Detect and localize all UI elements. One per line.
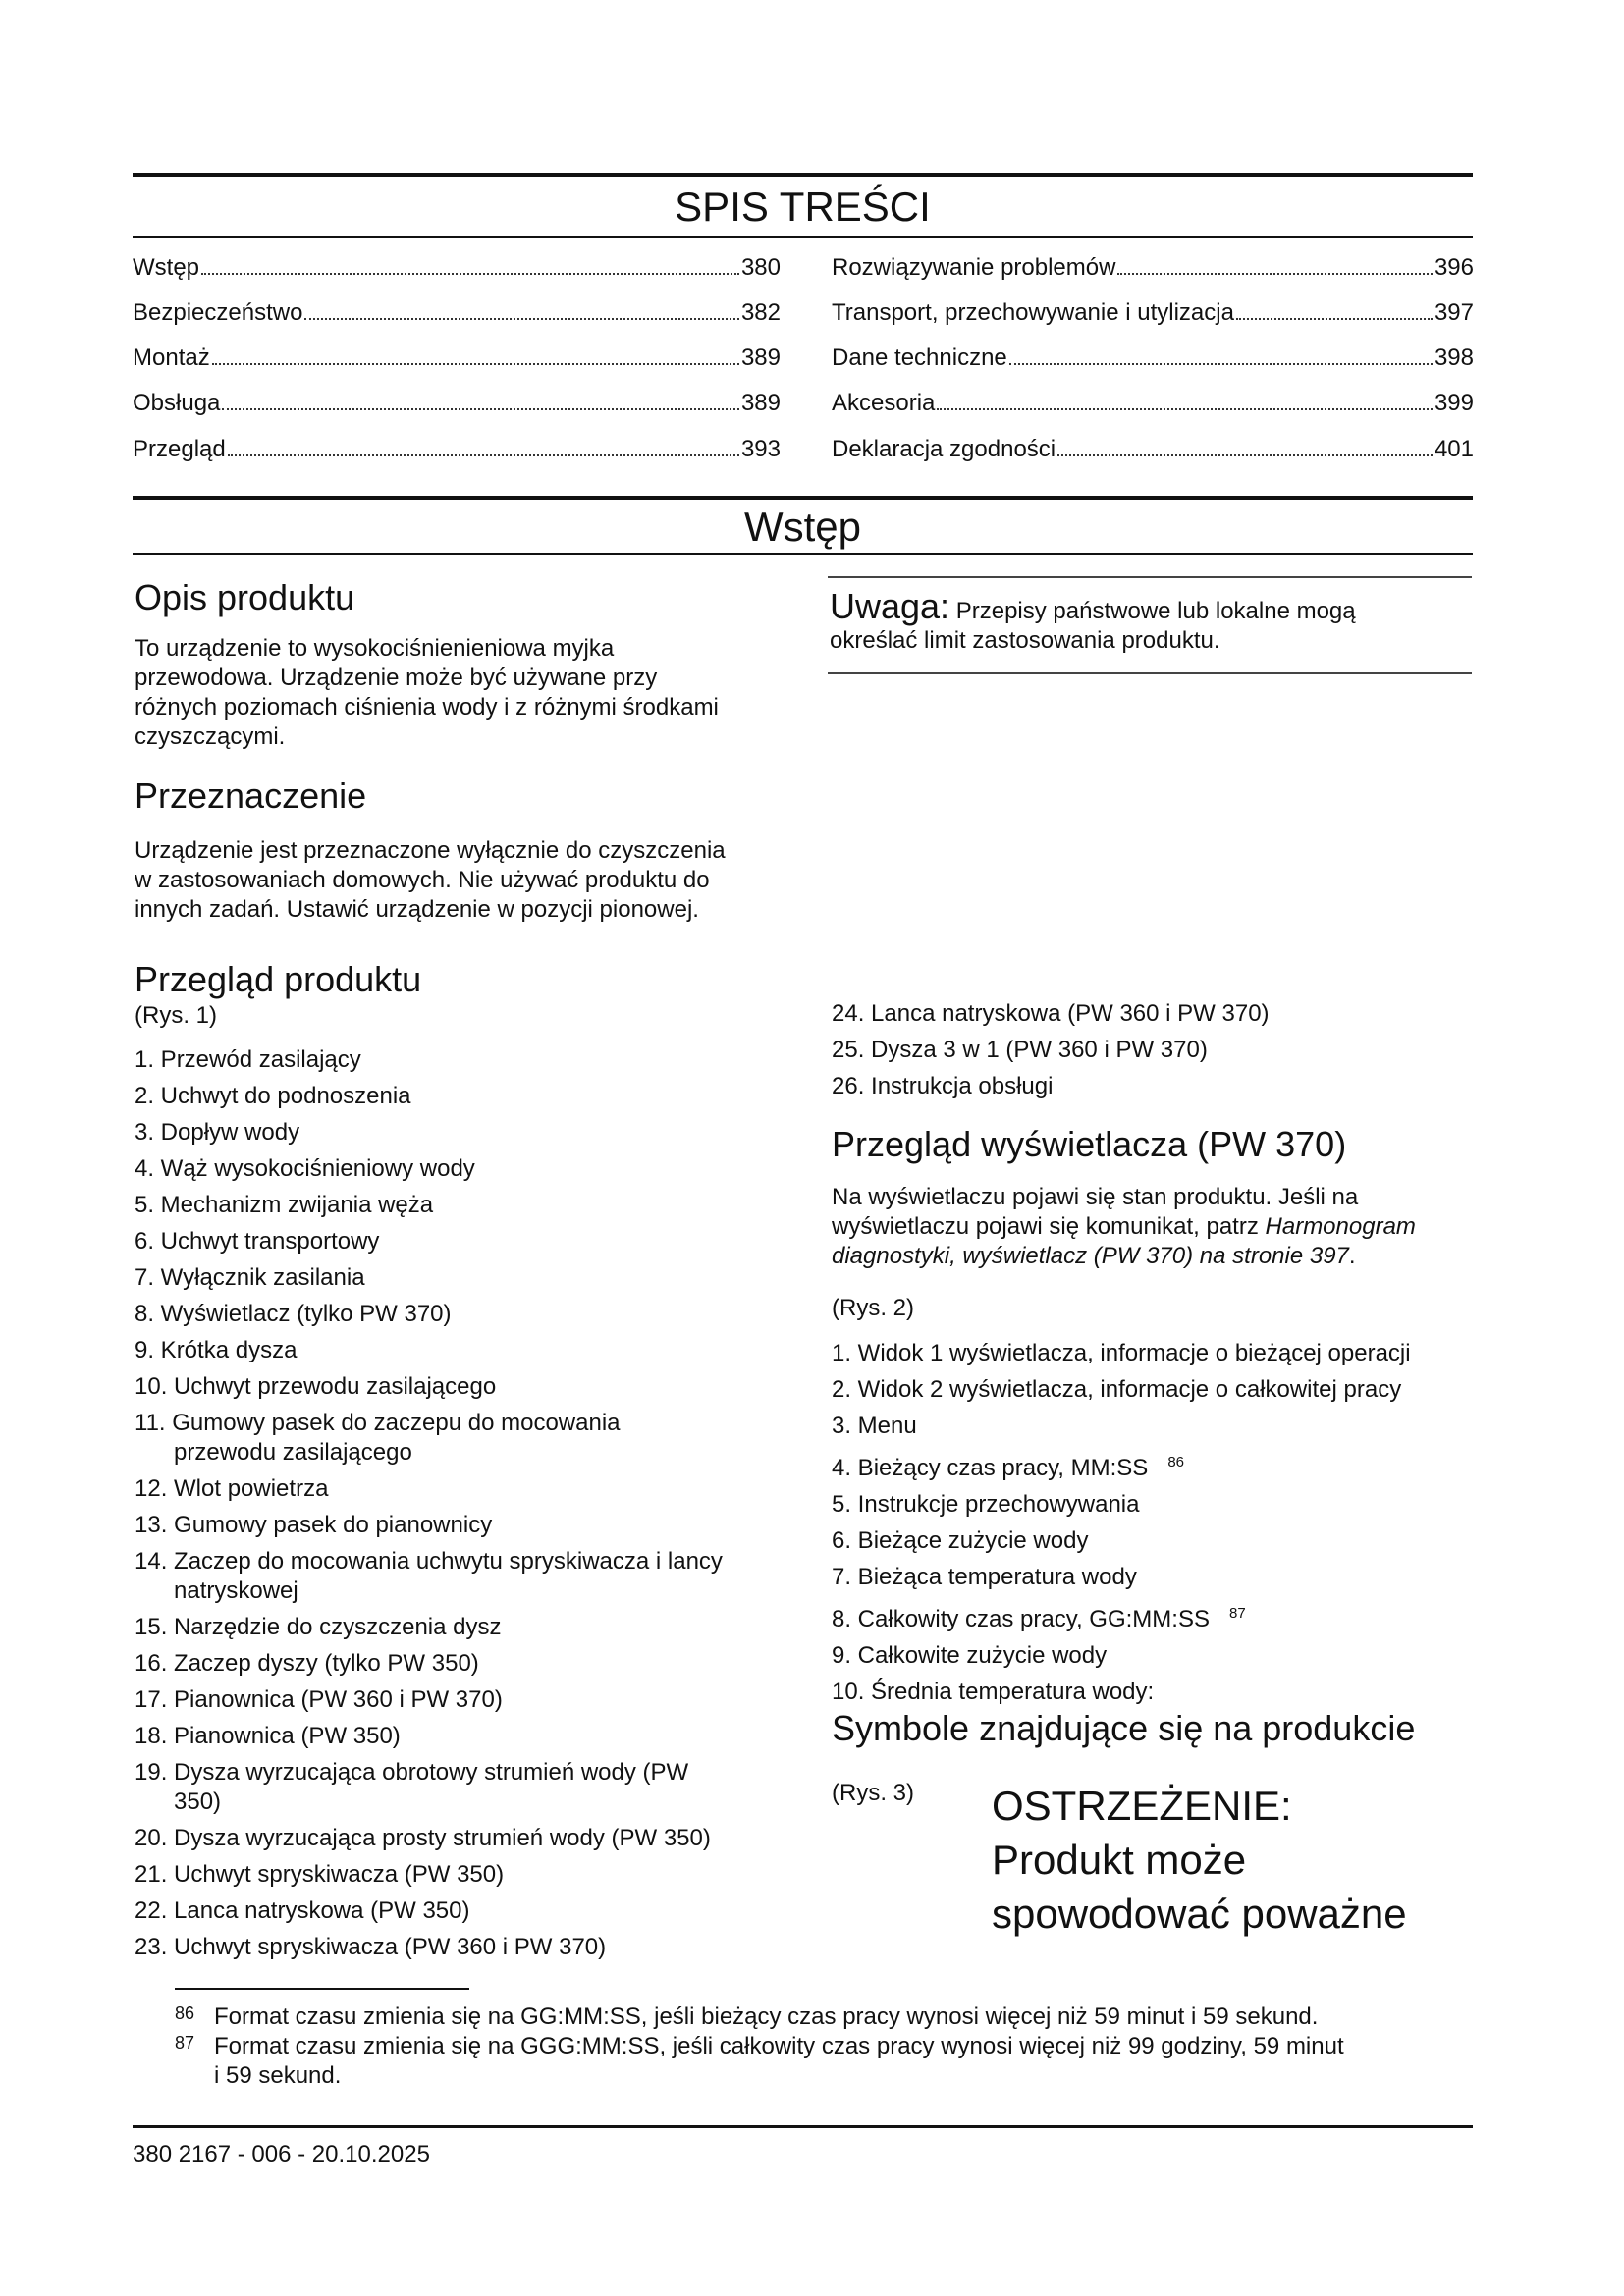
toc-entry[interactable] xyxy=(133,344,781,373)
list-item: 26. Instrukcja obsługi xyxy=(832,1073,1054,1099)
list-item: 1. Widok 1 wyświetlacza, informacje o bieżącej operacji xyxy=(832,1340,1411,1366)
toc-entry-page: 389 xyxy=(740,345,781,371)
intro-bottom-rule xyxy=(133,553,1473,555)
list-item: 15. Narzędzie do czyszczenia dysz xyxy=(135,1614,502,1640)
list-item: 8. Całkowity czas pracy, GG:MM:SS $^{87}$ xyxy=(832,1605,1246,1632)
footnote-number: 87 xyxy=(175,2033,195,2053)
list-item: 9. Krótka dysza xyxy=(135,1337,298,1363)
intro-title: Wstęp xyxy=(743,504,862,550)
toc-entry-page: 393 xyxy=(740,436,781,462)
list-item: 25. Dysza 3 w 1 (PW 360 i PW 370) xyxy=(832,1037,1208,1063)
toc-entry[interactable] xyxy=(832,253,1474,283)
przeznaczenie-paragraph: Urządzenie jest przeznaczone wyłącznie do czyszczenia w zastosowaniach domowych. Nie używać produktu do innych zadań. Ustawić urządzenie w pozycji pionowej. xyxy=(135,837,726,923)
warning-text: OSTRZEŻENIE: Produkt może spowodować poważne xyxy=(992,1783,1407,1937)
toc-entry-label: Bezpieczeństwo xyxy=(133,299,303,326)
note-top-rule xyxy=(828,576,1472,578)
toc-entry-label: Rozwiązywanie problemów xyxy=(832,254,1116,281)
opis-paragraph: To urządzenie to wysokociśnienieniowa myjka przewodowa. Urządzenie może być używane przy różnych poziomach ciśnienia wody i z różnymi środkami czyszczącymi. xyxy=(135,635,719,750)
list-item: 17. Pianownica (PW 360 i PW 370) xyxy=(135,1686,503,1713)
footnote-separator xyxy=(175,1988,469,1990)
product-parts-list xyxy=(135,1045,802,1969)
list-item: 7. Wyłącznik zasilania xyxy=(135,1264,365,1291)
list-item: 5. Instrukcje przechowywania xyxy=(832,1491,1140,1518)
list-item: 14. Zaczep do mocowania uchwytu spryskiwacza i lancy natryskowej xyxy=(135,1548,723,1604)
przeglad-heading: Przegląd produktu xyxy=(135,959,422,999)
list-item: 20. Dysza wyrzucająca prosty strumień wody (PW 350) xyxy=(135,1825,711,1851)
footnote-ref[interactable]: 86 xyxy=(1167,1454,1184,1470)
toc-entry-page: 401 xyxy=(1434,436,1474,462)
list-item: 1. Przewód zasilający xyxy=(135,1046,361,1073)
list-item: 19. Dysza wyrzucająca obrotowy strumień wody (PW 350) xyxy=(135,1759,689,1815)
toc-entry-page: 398 xyxy=(1434,345,1474,371)
symbols-heading: Symbole znajdujące się na produkcie xyxy=(832,1708,1416,1748)
product-parts-list-continued xyxy=(832,999,1470,1108)
footnote: 86 Format czasu zmienia się na GG:MM:SS, jeśli bieżący czas pracy wynosi więcej niż 59 minut i 59 sekund. xyxy=(175,2002,1481,2032)
toc-title: SPIS TREŚCI xyxy=(675,184,931,230)
toc-entry[interactable] xyxy=(133,389,781,418)
note-text-line2: określać limit zastosowania produktu. xyxy=(830,627,1220,654)
list-item: 11. Gumowy pasek do zaczepu do mocowania przewodu zasilającego xyxy=(135,1410,621,1466)
list-item: 24. Lanca natryskowa (PW 360 i PW 370) xyxy=(832,1000,1270,1027)
intro-top-rule xyxy=(133,496,1473,500)
list-item: 2. Uchwyt do podnoszenia xyxy=(135,1083,411,1109)
toc-entry[interactable] xyxy=(832,435,1474,464)
list-item: 8. Wyświetlacz (tylko PW 370) xyxy=(135,1301,452,1327)
list-item: 3. Dopływ wody xyxy=(135,1119,300,1146)
toc-entry-label: Deklaracja zgodności xyxy=(832,436,1056,462)
list-item: 23. Uchwyt spryskiwacza (PW 360 i PW 370) xyxy=(135,1934,607,1960)
display-paragraph: Na wyświetlaczu pojawi się stan produktu. Jeśli na wyświetlaczu pojawi się komunikat, patrz Harmonogram diagnostyki, wyświetlacz (PW 370) na stronie 397. xyxy=(832,1184,1416,1269)
toc-entry-label: Wstęp xyxy=(133,254,200,281)
toc-entry[interactable] xyxy=(133,435,781,464)
list-item: 21. Uchwyt spryskiwacza (PW 350) xyxy=(135,1861,505,1888)
display-heading: Przegląd wyświetlacza (PW 370) xyxy=(832,1124,1347,1164)
toc-entry[interactable] xyxy=(832,344,1474,373)
display-figure-ref: (Rys. 2) xyxy=(832,1295,914,1321)
toc-entry[interactable] xyxy=(133,298,781,328)
footnote: 87 Format czasu zmienia się na GGG:MM:SS, jeśli całkowity czas pracy wynosi więcej niż 99 godziny, 59 minut i 59 sekund. xyxy=(175,2032,1481,2091)
footnote-ref[interactable]: 87 xyxy=(1228,1605,1246,1622)
toc-entry-page: 399 xyxy=(1434,390,1474,416)
list-item: 4. Wąż wysokociśnieniowy wody xyxy=(135,1155,475,1182)
page-footer: 380 2167 - 006 - 20.10.2025 xyxy=(133,2141,430,2167)
list-item: 2. Widok 2 wyświetlacza, informacje o całkowitej pracy xyxy=(832,1376,1402,1403)
toc-entry-page: 389 xyxy=(740,390,781,416)
footnote-number: 86 xyxy=(175,2003,195,2023)
note-bottom-rule xyxy=(828,672,1472,674)
list-item: 22. Lanca natryskowa (PW 350) xyxy=(135,1897,470,1924)
symbols-figure-ref: (Rys. 3) xyxy=(832,1780,914,1806)
list-item: 4. Bieżący czas pracy, MM:SS $^{86}$ xyxy=(832,1454,1184,1481)
toc-entry-page: 396 xyxy=(1434,254,1474,281)
list-item: 7. Bieżąca temperatura wody xyxy=(832,1564,1137,1590)
opis-heading: Opis produktu xyxy=(135,577,355,617)
toc-entry[interactable] xyxy=(133,253,781,283)
list-item: 18. Pianownica (PW 350) xyxy=(135,1723,401,1749)
toc-entry-label: Przegląd xyxy=(133,436,226,462)
toc-entry-label: Montaż xyxy=(133,345,210,371)
przeglad-figure-ref: (Rys. 1) xyxy=(135,1002,217,1029)
toc-entry[interactable] xyxy=(832,298,1474,328)
toc-entry[interactable] xyxy=(832,389,1474,418)
toc-top-rule xyxy=(133,173,1473,177)
list-item: 3. Menu xyxy=(832,1413,917,1439)
list-item: 10. Średnia temperatura wody: xyxy=(832,1679,1155,1705)
display-items-list xyxy=(832,1339,1480,1714)
note-label: Uwaga: xyxy=(830,586,950,626)
list-item: 5. Mechanizm zwijania węża xyxy=(135,1192,434,1218)
toc-entry-label: Dane techniczne xyxy=(832,345,1007,371)
toc-entry-label: Transport, przechowywanie i utylizacja xyxy=(832,299,1234,326)
list-item: 16. Zaczep dyszy (tylko PW 350) xyxy=(135,1650,479,1677)
list-item: 9. Całkowite zużycie wody xyxy=(832,1642,1108,1669)
przeznaczenie-heading: Przeznaczenie xyxy=(135,775,367,816)
diagnostics-link-cont[interactable]: diagnostyki, wyświetlacz (PW 370) na stronie 397 xyxy=(832,1243,1349,1269)
footer-rule xyxy=(133,2125,1473,2128)
toc-entry-page: 397 xyxy=(1434,299,1474,326)
list-item: 10. Uchwyt przewodu zasilającego xyxy=(135,1373,497,1400)
list-item: 6. Bieżące zużycie wody xyxy=(832,1527,1089,1554)
note-box xyxy=(830,587,1472,656)
note-text: Przepisy państwowe lub lokalne mogą xyxy=(955,598,1356,624)
list-item: 12. Wlot powietrza xyxy=(135,1475,329,1502)
toc-bottom-rule xyxy=(133,236,1473,238)
toc-entry-label: Obsługa xyxy=(133,390,221,416)
toc-entry-page: 380 xyxy=(740,254,781,281)
diagnostics-link[interactable]: Harmonogram xyxy=(1265,1213,1416,1240)
list-item: 6. Uchwyt transportowy xyxy=(135,1228,380,1255)
list-item: 13. Gumowy pasek do pianownicy xyxy=(135,1512,493,1538)
toc-entry-label: Akcesoria xyxy=(832,390,936,416)
toc-entry-page: 382 xyxy=(740,299,781,326)
